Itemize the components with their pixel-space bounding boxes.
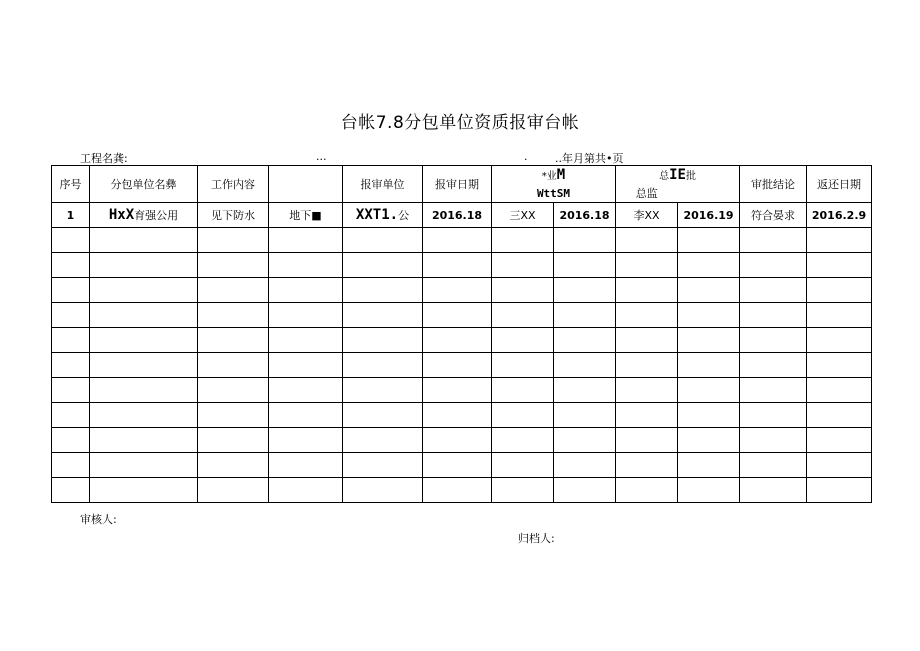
empty-cell — [90, 428, 198, 453]
report-unit-small: 公 — [398, 209, 410, 222]
empty-cell — [678, 228, 740, 253]
table-row — [52, 353, 872, 378]
empty-cell — [492, 353, 554, 378]
empty-cell — [90, 403, 198, 428]
empty-cell — [269, 303, 343, 328]
project-name-dots: ... — [316, 150, 327, 163]
header-professional-supervisor — [492, 166, 616, 185]
empty-cell — [554, 428, 616, 453]
empty-cell — [492, 478, 554, 503]
empty-cell — [807, 303, 872, 328]
header-row — [52, 166, 872, 185]
empty-cell — [492, 378, 554, 403]
empty-cell — [52, 353, 90, 378]
empty-cell — [423, 228, 492, 253]
empty-cell — [269, 403, 343, 428]
empty-cell — [678, 403, 740, 428]
document-title: 台帐7.8分包单位资质报审台帐 — [340, 113, 580, 133]
cell-professional-date: 2016.18 — [554, 203, 616, 228]
empty-cell — [554, 303, 616, 328]
empty-cell — [90, 478, 198, 503]
empty-cell — [616, 478, 678, 503]
empty-cell — [90, 353, 198, 378]
empty-cell — [423, 478, 492, 503]
empty-cell — [616, 453, 678, 478]
empty-cell — [269, 478, 343, 503]
empty-cell — [90, 278, 198, 303]
empty-cell — [52, 378, 90, 403]
empty-cell — [740, 378, 807, 403]
header-chief-big: IE — [669, 167, 686, 183]
empty-cell — [52, 478, 90, 503]
empty-cell — [343, 478, 423, 503]
date-separator: . — [524, 150, 528, 163]
ledger-body — [52, 166, 872, 503]
empty-cell — [52, 403, 90, 428]
empty-cell — [616, 253, 678, 278]
empty-cell — [198, 428, 269, 453]
empty-cell — [90, 453, 198, 478]
empty-cell — [269, 453, 343, 478]
empty-cell — [492, 453, 554, 478]
empty-cell — [678, 453, 740, 478]
table-row — [52, 428, 872, 453]
empty-cell — [740, 453, 807, 478]
cell-professional-name: 三XX — [492, 203, 554, 228]
empty-cell — [616, 228, 678, 253]
empty-cell — [554, 378, 616, 403]
header-report-date: 报审日期 — [423, 166, 492, 203]
empty-cell — [52, 428, 90, 453]
header-conclusion: 审批结论 — [740, 166, 807, 203]
empty-cell — [198, 228, 269, 253]
empty-cell — [90, 253, 198, 278]
empty-cell — [269, 228, 343, 253]
empty-cell — [52, 303, 90, 328]
empty-cell — [423, 378, 492, 403]
empty-cell — [198, 378, 269, 403]
empty-cell — [554, 478, 616, 503]
empty-cell — [492, 403, 554, 428]
empty-cell — [740, 478, 807, 503]
empty-cell — [616, 303, 678, 328]
empty-cell — [423, 403, 492, 428]
empty-cell — [492, 228, 554, 253]
empty-cell — [52, 453, 90, 478]
empty-cell — [740, 278, 807, 303]
cell-return-date: 2016.2.9 — [807, 203, 872, 228]
empty-cell — [678, 378, 740, 403]
empty-cell — [343, 253, 423, 278]
empty-cell — [678, 353, 740, 378]
empty-cell — [740, 253, 807, 278]
empty-cell — [492, 278, 554, 303]
empty-cell — [343, 403, 423, 428]
empty-cell — [807, 403, 872, 428]
empty-cell — [554, 278, 616, 303]
empty-cell — [343, 353, 423, 378]
empty-cell — [343, 378, 423, 403]
cell-chief-name: 李XX — [616, 203, 678, 228]
empty-cell — [343, 328, 423, 353]
archiver-label: 归档人: — [518, 532, 555, 545]
empty-cell — [269, 353, 343, 378]
header-professional-left: *业 — [541, 171, 557, 182]
empty-cell — [269, 278, 343, 303]
cell-seq: 1 — [52, 203, 90, 228]
empty-cell — [740, 303, 807, 328]
empty-cell — [678, 253, 740, 278]
empty-cell — [678, 303, 740, 328]
report-unit-big: XXT1. — [355, 207, 399, 223]
empty-cell — [52, 253, 90, 278]
table-row — [52, 278, 872, 303]
empty-cell — [423, 428, 492, 453]
empty-cell — [678, 328, 740, 353]
empty-cell — [269, 378, 343, 403]
cell-location: 地下■ — [269, 203, 343, 228]
empty-cell — [423, 453, 492, 478]
empty-cell — [198, 478, 269, 503]
header-chief-sub: 总监 — [616, 184, 678, 203]
empty-cell — [492, 328, 554, 353]
table-row — [52, 378, 872, 403]
table-row — [52, 203, 872, 228]
empty-cell — [807, 478, 872, 503]
empty-cell — [198, 453, 269, 478]
empty-cell — [52, 328, 90, 353]
header-seq: 序号 — [52, 166, 90, 203]
empty-cell — [343, 453, 423, 478]
header-professional-big: M — [556, 167, 566, 183]
empty-cell — [807, 228, 872, 253]
table-row — [52, 328, 872, 353]
empty-cell — [678, 278, 740, 303]
empty-cell — [423, 328, 492, 353]
empty-cell — [492, 253, 554, 278]
empty-cell — [269, 253, 343, 278]
empty-cell — [740, 328, 807, 353]
empty-cell — [423, 253, 492, 278]
empty-cell — [740, 353, 807, 378]
empty-cell — [616, 353, 678, 378]
sub-unit-name-small: 育强公用 — [134, 209, 179, 222]
table-row — [52, 303, 872, 328]
empty-cell — [198, 253, 269, 278]
empty-cell — [198, 353, 269, 378]
table-row — [52, 403, 872, 428]
empty-cell — [90, 378, 198, 403]
table-row — [52, 253, 872, 278]
empty-cell — [740, 428, 807, 453]
date-page-label: ..年月第共•页 — [555, 152, 624, 165]
empty-cell — [678, 428, 740, 453]
cell-report-date: 2016.18 — [423, 203, 492, 228]
header-chief-left: 总 — [659, 171, 670, 182]
header-report-unit: 报审单位 — [343, 166, 423, 203]
empty-cell — [616, 403, 678, 428]
empty-cell — [492, 428, 554, 453]
empty-cell — [740, 403, 807, 428]
header-sub-unit-name: 分包单位名彝 — [90, 166, 198, 203]
header-return-date: 返还日期 — [807, 166, 872, 203]
empty-cell — [269, 428, 343, 453]
empty-cell — [807, 278, 872, 303]
empty-cell — [554, 353, 616, 378]
header-blank — [269, 166, 343, 203]
empty-cell — [52, 228, 90, 253]
empty-cell — [269, 328, 343, 353]
empty-cell — [198, 278, 269, 303]
qualification-ledger-table — [51, 165, 872, 503]
header-chief-right: 批 — [685, 171, 696, 182]
empty-cell — [554, 328, 616, 353]
empty-cell — [198, 303, 269, 328]
empty-cell — [90, 303, 198, 328]
cell-sub-unit-name — [90, 203, 198, 228]
empty-cell — [492, 303, 554, 328]
empty-cell — [554, 228, 616, 253]
empty-cell — [423, 353, 492, 378]
empty-cell — [198, 328, 269, 353]
empty-cell — [423, 278, 492, 303]
empty-cell — [198, 403, 269, 428]
empty-cell — [554, 403, 616, 428]
empty-cell — [90, 328, 198, 353]
empty-cell — [616, 428, 678, 453]
table-row — [52, 453, 872, 478]
empty-cell — [807, 453, 872, 478]
cell-work-content: 见下防水 — [198, 203, 269, 228]
empty-cell — [807, 328, 872, 353]
empty-cell — [423, 303, 492, 328]
empty-cell — [807, 353, 872, 378]
reviewer-label: 审核人: — [80, 513, 117, 526]
sub-unit-name-big: HxX — [108, 207, 135, 223]
cell-report-unit — [343, 203, 423, 228]
empty-cell — [343, 303, 423, 328]
empty-cell — [616, 328, 678, 353]
cell-conclusion: 符合晏求 — [740, 203, 807, 228]
header-professional-sub: WttSM — [492, 184, 616, 203]
table-row — [52, 228, 872, 253]
empty-cell — [616, 378, 678, 403]
empty-cell — [678, 478, 740, 503]
table-row — [52, 478, 872, 503]
empty-cell — [52, 278, 90, 303]
empty-cell — [343, 228, 423, 253]
header-chief-supervisor — [616, 166, 740, 185]
empty-cell — [554, 253, 616, 278]
empty-cell — [807, 428, 872, 453]
cell-chief-date: 2016.19 — [678, 203, 740, 228]
project-name-label: 工程名龚: — [80, 152, 128, 165]
empty-cell — [807, 253, 872, 278]
empty-cell — [807, 378, 872, 403]
empty-cell — [740, 228, 807, 253]
empty-cell — [343, 278, 423, 303]
header-chief-sub-blank — [678, 184, 740, 203]
empty-cell — [343, 428, 423, 453]
empty-cell — [554, 453, 616, 478]
empty-cell — [616, 278, 678, 303]
empty-cell — [90, 228, 198, 253]
header-work-content: 工作内容 — [198, 166, 269, 203]
